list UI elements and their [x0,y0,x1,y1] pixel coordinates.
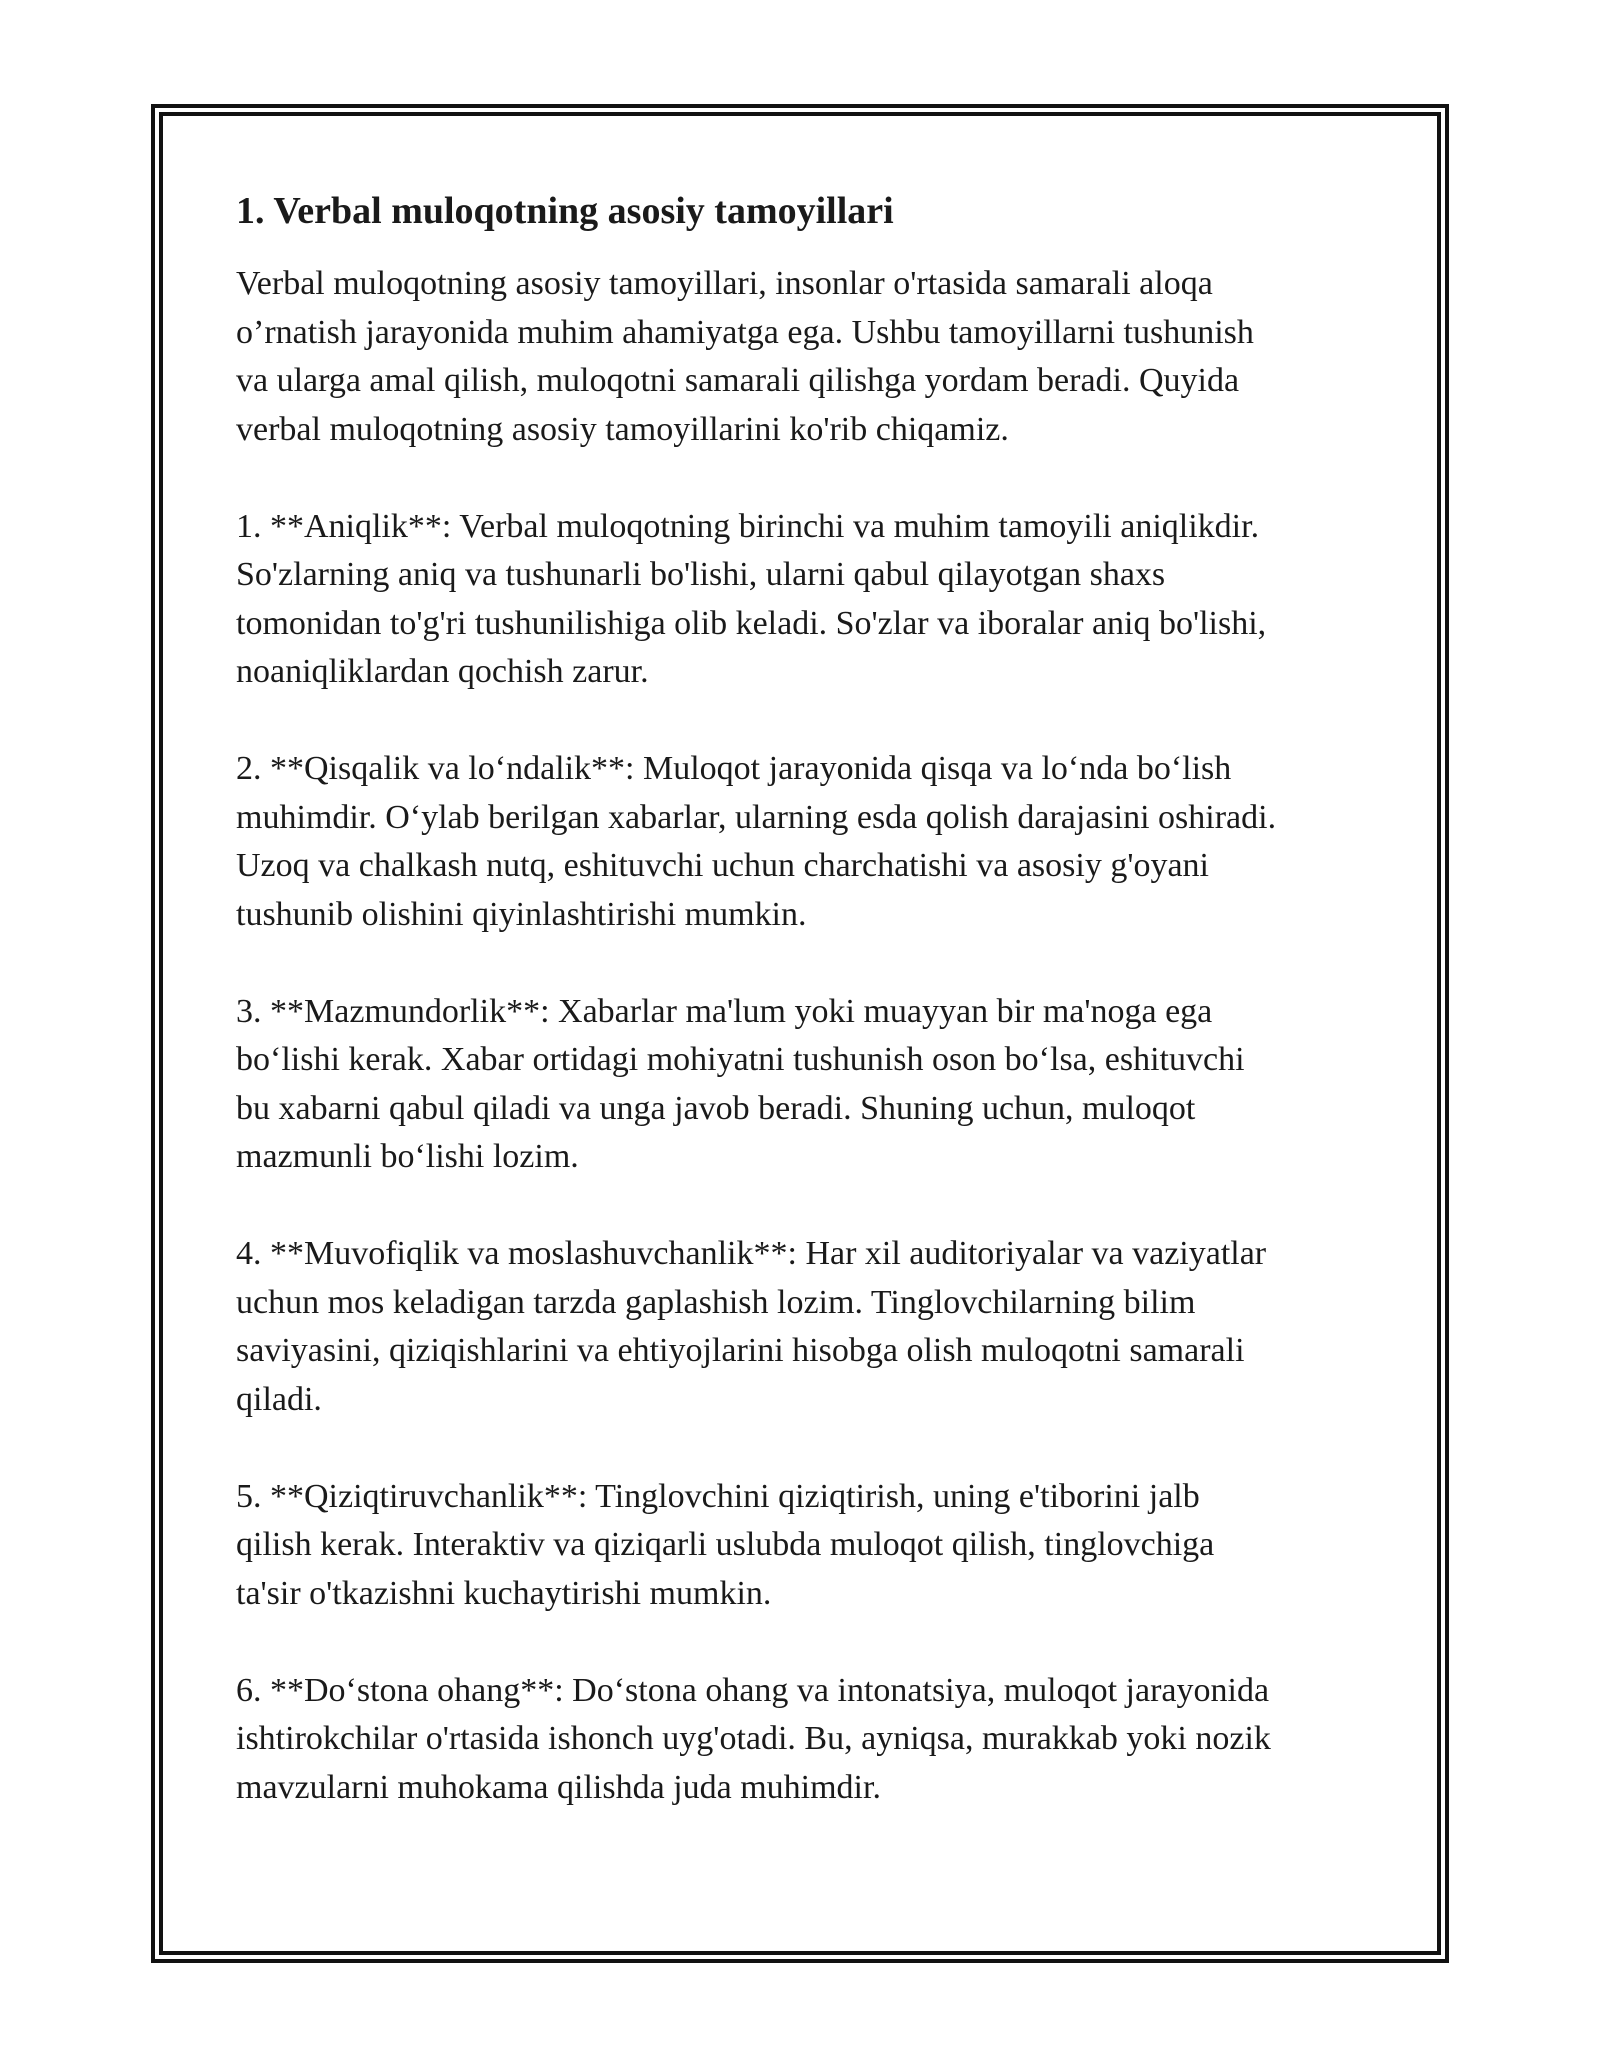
text-line: So'zlarning aniq va tushunarli bo'lishi, ularni qabul qilayotgan shaxs [236,556,1166,593]
text-line: Verbal muloqotning asosiy tamoyillari, insonlar o'rtasida samarali aloqa [236,265,1213,302]
text-line: Uzoq va chalkash nutq, eshituvchi uchun charchatishi va asosiy g'oyani [236,847,1209,884]
text-line: 6. **Do‘stona ohang**: Do‘stona ohang va intonatsiya, muloqot jarayonida [236,1671,1270,1709]
principle-6-paragraph [236,1667,1386,1813]
principle-3-paragraph [236,988,1386,1182]
document-body [236,186,1386,1861]
principle-4-paragraph [236,1230,1386,1424]
text-line: saviyasini, qiziqishlarini va ehtiyojlarini hisobga olish muloqotni samarali [236,1332,1245,1369]
principle-2-paragraph [236,745,1386,939]
text-line: tomonidan to'g'ri tushunilishiga olib keladi. So'zlar va iboralar aniq bo'lishi, [236,604,1267,642]
text-line: ishtirokchilar o'rtasida ishonch uyg'otadi. Bu, ayniqsa, murakkab yoki nozik [236,1720,1271,1757]
text-line: qiladi. [236,1380,322,1418]
text-line: va ularga amal qilish, muloqotni samarali qilishga yordam beradi. Quyida [236,362,1240,399]
text-line: uchun mos keladigan tarzda gaplashish lozim. Tinglovchilarning bilim [236,1283,1196,1321]
text-line: bo‘lishi kerak. Xabar ortidagi mohiyatni tushunish oson bo‘lsa, eshituvchi [236,1041,1245,1078]
text-line: noaniqliklardan qochish zarur. [236,653,649,690]
text-line: ta'sir o'tkazishni kuchaytirishi mumkin. [236,1574,772,1612]
text-line: qilish kerak. Interaktiv va qiziqarli uslubda muloqot qilish, tinglovchiga [236,1526,1215,1563]
text-line: 3. **Mazmundorlik**: Xabarlar ma'lum yoki muayyan bir ma'noga ega [236,992,1213,1030]
text-line: 2. **Qisqalik va lo‘ndalik**: Muloqot jarayonida qisqa va lo‘nda bo‘lish [236,750,1232,787]
text-line: bu xabarni qabul qiladi va unga javob beradi. Shuning uchun, muloqot [236,1089,1196,1127]
text-line: mazmunli bo‘lishi lozim. [236,1138,579,1175]
section-heading: 1. Verbal muloqotning asosiy tamoyillari [236,190,894,232]
principle-5-paragraph [236,1473,1386,1619]
text-line: o’rnatish jarayonida muhim ahamiyatga ega. Ushbu tamoyillarni tushunish [236,313,1254,351]
text-line: 5. **Qiziqtiruvchanlik**: Tinglovchini qiziqtirish, uning e'tiborini jalb [236,1477,1200,1515]
text-line: 4. **Muvofiqlik va moslashuvchanlik**: Har xil auditoriyalar va vaziyatlar [236,1235,1267,1272]
text-line: mavzularni muhokama qilishda juda muhimdir. [236,1768,881,1806]
intro-paragraph [236,260,1386,454]
text-line: verbal muloqotning asosiy tamoyillarini ko'rib chiqamiz. [236,410,1009,448]
text-line: muhimdir. O‘ylab berilgan xabarlar, ularning esda qolish darajasini oshiradi. [236,798,1277,836]
principle-1-paragraph [236,503,1386,697]
text-line: tushunib olishini qiyinlashtirishi mumkin. [236,895,807,933]
text-line: 1. **Aniqlik**: Verbal muloqotning birinchi va muhim tamoyili aniqlikdir. [236,507,1260,545]
